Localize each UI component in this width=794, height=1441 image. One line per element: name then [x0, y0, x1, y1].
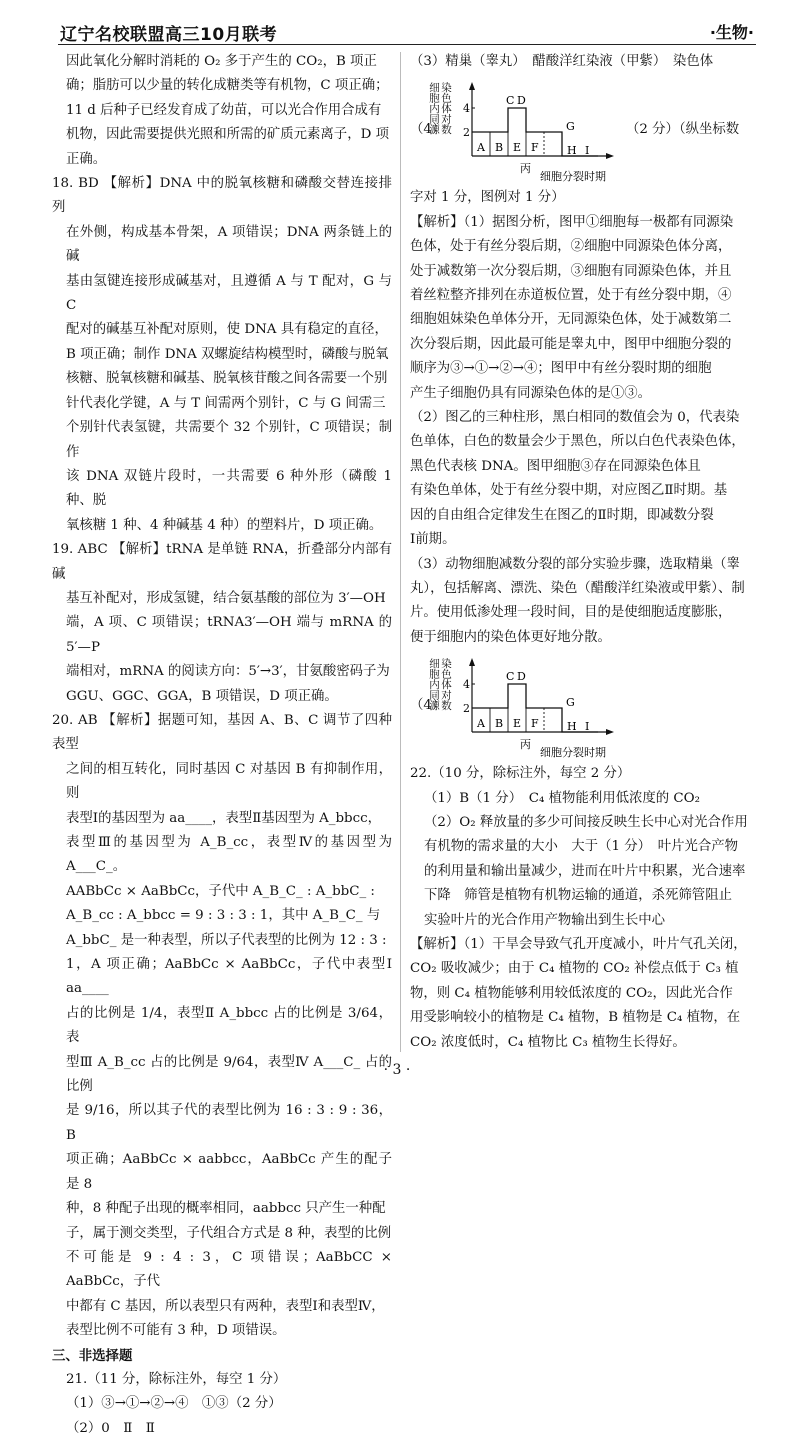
x-axis-label: 细胞分裂时期 — [540, 170, 606, 184]
text-line: 20. AB 【解析】据题可知，基因 A、B、C 调节了四种表型 — [52, 712, 392, 753]
text-line: 顺序为③→①→②→④；图甲中有丝分裂时期的细胞 — [410, 361, 712, 377]
text-line: （3）动物细胞减数分裂的部分实验步骤，选取精巢（睾 — [410, 556, 740, 572]
text-line: 子，属于测交类型，子代组合方式是 8 种，表型的比例 — [66, 1225, 392, 1241]
y-tick-label: 2 — [463, 702, 470, 716]
score-note-2: 字对 1 分，图例对 1 分） — [410, 190, 565, 206]
text-line: CO₂ 吸收减少；由于 C₄ 植物的 CO₂ 补偿点低于 C₃ 植 — [410, 961, 739, 977]
right-column — [410, 50, 755, 1055]
segment-label: F — [531, 717, 539, 731]
q21-answer-1: （1）③→①→②→④ ①③（2 分） — [66, 1396, 282, 1412]
text-line: GGU、GGC、GGA，B 项错误，D 项正确。 — [66, 688, 338, 704]
text-line: 【解析】（1）干旱会导致气孔开度减小，叶片气孔关闭， — [410, 936, 747, 952]
text-line: 便于细胞内的染色体更好地分散。 — [410, 629, 611, 645]
segment-label: B — [495, 717, 504, 731]
left-column — [52, 50, 392, 1441]
text-line: B 项正确；制作 DNA 双螺旋结构模型时，磷酸与脱氧 — [66, 346, 389, 362]
q20-answer — [52, 709, 392, 1344]
text-line: 的利用量和输出量减少，进而在叶片中积累，光合速率 — [424, 863, 746, 879]
q22-analysis — [410, 933, 755, 1055]
text-line: 物，则 C₄ 植物能够利用较低浓度的 CO₂，因此光合作 — [410, 985, 733, 1001]
segment-label: F — [531, 141, 539, 155]
segment-label: I — [585, 720, 590, 734]
text-line: 在外侧，构成基本骨架，A 项错误；DNA 两条链上的碱 — [66, 224, 392, 265]
segment-label: A — [477, 141, 485, 155]
q22-answers — [410, 787, 755, 933]
segment-label: A — [477, 717, 485, 731]
text-line: 因的自由组合定律发生在图乙的Ⅱ时期，即减数分裂 — [410, 507, 714, 523]
y-axis-label: 细胞内同源 — [428, 658, 440, 711]
chromosome-pair-graph — [410, 76, 620, 186]
text-line: 11 d 后种子已经发育成了幼苗，可以光合作用合成有 — [66, 102, 382, 118]
text-line: （1）B（1 分） C₄ 植物能利用低浓度的 CO₂ — [424, 790, 701, 806]
text-line: A_bbC_ 是一种表型，所以子代表型的比例为 12 : 3 : — [66, 932, 387, 948]
score-note: （2 分）（纵坐标数 — [626, 122, 740, 138]
subject-label: ·生物· — [709, 23, 754, 42]
text-line: 用受影响较小的植物是 C₄ 植物，B 植物是 C₄ 植物，在 — [410, 1010, 741, 1026]
q21-analysis — [410, 211, 755, 650]
graph-block-1 — [410, 76, 755, 186]
x-axis-label: 细胞分裂时期 — [540, 746, 606, 760]
text-line: 表型比例不可能有 3 种，D 项错误。 — [66, 1323, 286, 1339]
text-line: 产生子细胞仍具有同源染色体的是①③。 — [410, 385, 652, 401]
text-line: 次分裂后期，因此最可能是睾丸中，图甲中细胞分裂的 — [410, 336, 732, 352]
text-line: 细胞姐妹染色单体分开，无同源染色体，处于减数第二 — [410, 312, 732, 328]
y-axis-arrow — [469, 658, 475, 666]
graph-caption: 丙 — [520, 738, 531, 752]
exam-title: 辽宁名校联盟高三10月联考 — [60, 25, 278, 45]
text-line: 机物，因此需要提供光照和所需的矿质元素离子，D 项 — [66, 127, 389, 143]
q21-answer-3: （3）精巢（睾丸） 醋酸洋红染液（甲紫） 染色体 — [410, 54, 714, 69]
q18-answer — [52, 172, 392, 538]
segment-label: G — [566, 120, 575, 134]
text-line: AABbCc × AaBbCc，子代中 A_B_C_ : A_bbC_ : — [66, 883, 375, 899]
text-line: 因此氧化分解时消耗的 O₂ 多于产生的 CO₂，B 项正 — [66, 54, 377, 69]
text-line: 针代表化学键，A 与 T 间需两个别针，C 与 G 间需三 — [66, 395, 386, 411]
text-line: 确；脂肪可以少量的转化成糖类等有机物，C 项正确； — [66, 78, 389, 94]
peak-label: D — [517, 94, 526, 108]
y-axis-label: 染色体对数 — [440, 658, 452, 711]
text-line: 基由氢键连接形成碱基对，且遵循 A 与 T 配对，G 与 C — [66, 273, 392, 314]
text-line: 下降 筛管是植物有机物运输的通道，杀死筛管阻止 — [424, 888, 732, 904]
text-line: 氧核糖 1 种、4 种碱基 4 种）的塑料片，D 项正确。 — [66, 517, 383, 533]
text-line: 【解析】（1）据图分析，图甲①细胞每一极都有同源染 — [410, 214, 734, 230]
peak-label: C — [506, 94, 515, 108]
text-line: （2）图乙的三种柱形，黑白相同的数值会为 0，代表染 — [410, 410, 740, 426]
text-line: 是 9/16，所以其子代的表型比例为 16 : 3 : 9 : 36，B — [66, 1103, 392, 1143]
text-line: 有机物的需求量的大小 大于（1 分） 叶片光合产物 — [424, 839, 739, 855]
q19-answer — [52, 538, 392, 709]
text-line: 18. BD 【解析】DNA 中的脱氧核糖和磷酸交替连接排列 — [52, 176, 392, 216]
text-line: 色单体，白色的数量会少于黑色，所以白色代表染色体， — [410, 434, 745, 450]
graph-block-2 — [410, 652, 755, 762]
y-axis-arrow — [469, 82, 475, 90]
text-line: 端相对，mRNA 的阅读方向：5′→3′，甘氨酸密码子为 — [66, 664, 390, 680]
text-line: 表型Ⅲ的基因型为 A_B_cc，表型Ⅳ的基因型为 A___C_。 — [66, 835, 392, 875]
text-line: 占的比例是 1/4，表型Ⅱ A_bbcc 占的比例是 3/64，表 — [66, 1005, 392, 1046]
text-line: 之间的相互转化，同时基因 C 对基因 B 有抑制作用，则 — [66, 761, 392, 802]
text-line: Ⅰ前期。 — [410, 532, 456, 548]
page-number: · 3 · — [383, 1062, 411, 1078]
segment-label: G — [566, 696, 575, 710]
q22-heading: 22.（10 分，除标注外，每空 2 分） — [410, 766, 631, 782]
y-axis-label: 细胞内同源 — [428, 82, 440, 135]
section-heading: 三、非选择题 — [52, 1347, 133, 1364]
text-line: 处于减数第一次分裂后期，③细胞有同源染色体，并且 — [410, 263, 732, 279]
text-line: 核糖、脱氧核糖和碱基、脱氧核苷酸之间各需要一个别 — [66, 371, 388, 387]
text-line: 表型Ⅰ的基因型为 aa____，表型Ⅱ基因型为 A_bbcc， — [66, 810, 382, 826]
q21-heading: 21.（11 分，除标注外，每空 1 分） — [66, 1371, 287, 1387]
chromosome-pair-graph — [410, 652, 620, 762]
text-line: 1，A 项正确；AaBbCc × AaBbCc，子代中表型Ⅰ aa____ — [66, 957, 392, 997]
y-axis-label: 染色体对数 — [440, 82, 452, 135]
text-line: 该 DNA 双链片段时，一共需要 6 种外形（磷酸 1 种、脱 — [66, 468, 392, 509]
text-line: A_B_cc : A_bbcc = 9 : 3 : 3 : 1，其中 A_B_C_ 与 — [66, 908, 381, 924]
text-line: （2）O₂ 释放量的多少可间接反映生长中心对光合作用 — [424, 814, 748, 830]
text-line: 着丝粒整齐排列在赤道板位置，处于有丝分裂中期，④ — [410, 288, 732, 304]
q21-answer-2: （2）0 Ⅱ Ⅱ — [66, 1420, 155, 1436]
page-header — [58, 18, 756, 45]
segment-label: H — [567, 720, 577, 734]
text-line: 配对的碱基互补配对原则，使 DNA 具有稳定的直径， — [66, 322, 388, 338]
column-divider — [400, 52, 401, 1052]
segment-label: E — [513, 717, 522, 731]
segment-label: H — [567, 144, 577, 158]
text-line: 中都有 C 基因，所以表型只有两种，表型Ⅰ和表型Ⅳ， — [66, 1298, 385, 1314]
text-line: 实验叶片的光合作用产物输出到生长中心 — [424, 912, 666, 928]
text-line: 端，A 项、C 项错误；tRNA3′—OH 端与 mRNA 的 5′—P — [66, 615, 392, 655]
text-line: 正确。 — [66, 151, 107, 167]
segment-label: E — [513, 141, 522, 155]
text-line: 丸），包括解离、漂洗、染色（醋酸洋红染液或甲紫）、制 — [410, 580, 745, 596]
segment-label: I — [585, 144, 590, 158]
graph-caption: 丙 — [520, 162, 531, 176]
x-axis-arrow — [606, 729, 614, 735]
peak-label: D — [517, 670, 526, 684]
y-tick-label: 4 — [463, 678, 470, 692]
text-line: 有染色单体，处于有丝分裂中期，对应图乙Ⅱ时期。基 — [410, 483, 728, 499]
q17-continuation — [52, 50, 392, 172]
graph-item-label: （4） — [410, 698, 446, 714]
text-line: 黑色代表核 DNA。图甲细胞③存在同源染色体且 — [410, 458, 701, 474]
text-line: 色体，处于有丝分裂后期，②细胞中同源染色体分离， — [410, 239, 732, 255]
text-line: 基互补配对，形成氢键，结合氨基酸的部位为 3′—OH — [66, 590, 386, 606]
graph-item-label: （4） — [410, 122, 446, 138]
text-line: 种，8 种配子出现的概率相同，aabbcc 只产生一种配 — [66, 1201, 386, 1217]
text-line: 个别针代表氢键，共需要个 32 个别针，C 项错误；制作 — [66, 420, 392, 460]
y-tick-label: 2 — [463, 126, 470, 140]
text-line: 型Ⅲ A_B_cc 占的比例是 9/64，表型Ⅳ A___C_ 占的比例 — [66, 1054, 392, 1095]
x-axis-arrow — [606, 153, 614, 159]
text-line: 19. ABC 【解析】tRNA 是单链 RNA，折叠部分内部有碱 — [52, 542, 392, 582]
text-line: 项正确；AaBbCc × aabbcc，AaBbCc 产生的配子是 8 — [66, 1152, 392, 1192]
text-line: 片。使用低渗处理一段时间，目的是使细胞适度膨胀， — [410, 605, 732, 621]
y-tick-label: 4 — [463, 102, 470, 116]
segment-label: B — [495, 141, 504, 155]
text-line: 不可能是 9 : 4 : 3，C 项错误；AaBbCC × AaBbCc，子代 — [66, 1249, 392, 1290]
peak-label: C — [506, 670, 515, 684]
text-line: CO₂ 浓度低时，C₄ 植物比 C₃ 植物生长得好。 — [410, 1034, 686, 1050]
